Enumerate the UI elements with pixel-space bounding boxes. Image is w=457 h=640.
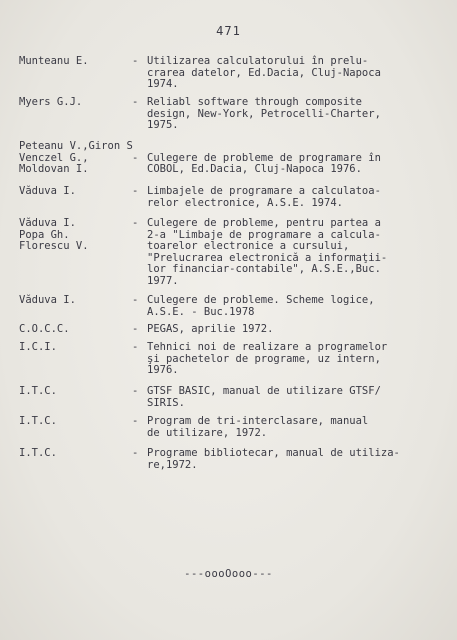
entry-author: I.T.C. [19, 385, 57, 397]
entry-reference: Culegere de probleme. Scheme logice, A.S.E. - Buc.1978 [147, 294, 375, 318]
entry-author: Munteanu E. [19, 55, 89, 67]
entry-reference: Reliabl software through composite design, New-York, Petrocelli-Charter, 1975. [147, 96, 381, 132]
end-ornament: ---oooOooo--- [184, 568, 273, 580]
entry-dash: - [132, 294, 139, 306]
page-number: 471 [216, 24, 241, 38]
entry-dash: - [132, 55, 139, 67]
entry-author: I.T.C. [19, 447, 57, 459]
entry-author: C.O.C.C. [19, 323, 70, 335]
entry-author: Peteanu V.,Giron S Venczel G., Moldovan I. [19, 140, 133, 176]
entry-author: Văduva I. Popa Gh. Florescu V. [19, 217, 89, 253]
entry-dash: - [132, 385, 139, 397]
entry-dash: - [132, 96, 139, 108]
entry-author: Văduva I. [19, 185, 76, 197]
entry-reference: Tehnici noi de realizare a programelor şi pachetelor de programe, uz intern, 1976. [147, 341, 388, 377]
entry-dash: - [132, 447, 139, 459]
entry-dash: - [132, 341, 139, 353]
entry-author: I.T.C. [19, 415, 57, 427]
entry-author: Myers G.J. [19, 96, 83, 108]
entry-dash: - [132, 185, 139, 197]
entry-reference: Programe bibliotecar, manual de utiliza- re,1972. [147, 447, 400, 471]
entry-dash: - [132, 415, 139, 427]
entry-dash: - [132, 151, 139, 164]
entry-reference: Culegere de probleme de programare în COBOL, Ed.Dacia, Cluj-Napoca 1976. [147, 151, 381, 176]
entry-reference: GTSF BASIC, manual de utilizare GTSF/ SIRIS. [147, 385, 381, 409]
entry-reference: Limbajele de programare a calculatoa- relor electronice, A.S.E. 1974. [147, 185, 381, 209]
entry-dash: - [132, 323, 139, 335]
entry-author: Văduva I. [19, 294, 76, 306]
entry-reference: PEGAS, aprilie 1972. [147, 323, 274, 335]
entry-reference: Program de tri-interclasare, manual de utilizare, 1972. [147, 415, 369, 439]
entry-dash: - [132, 217, 139, 229]
entry-author: I.C.I. [19, 341, 57, 353]
entry-reference: Culegere de probleme, pentru partea a 2-a "Limbaje de programare a calcula- toarelor electronice a cursului, "Prelucrarea electronică a informaţii- lor financiar-contabile", A.S.E.,Buc. 1977. [147, 217, 388, 287]
entry-reference: Utilizarea calculatorului în prelu- crarea datelor, Ed.Dacia, Cluj-Napoca 1974. [147, 55, 381, 91]
